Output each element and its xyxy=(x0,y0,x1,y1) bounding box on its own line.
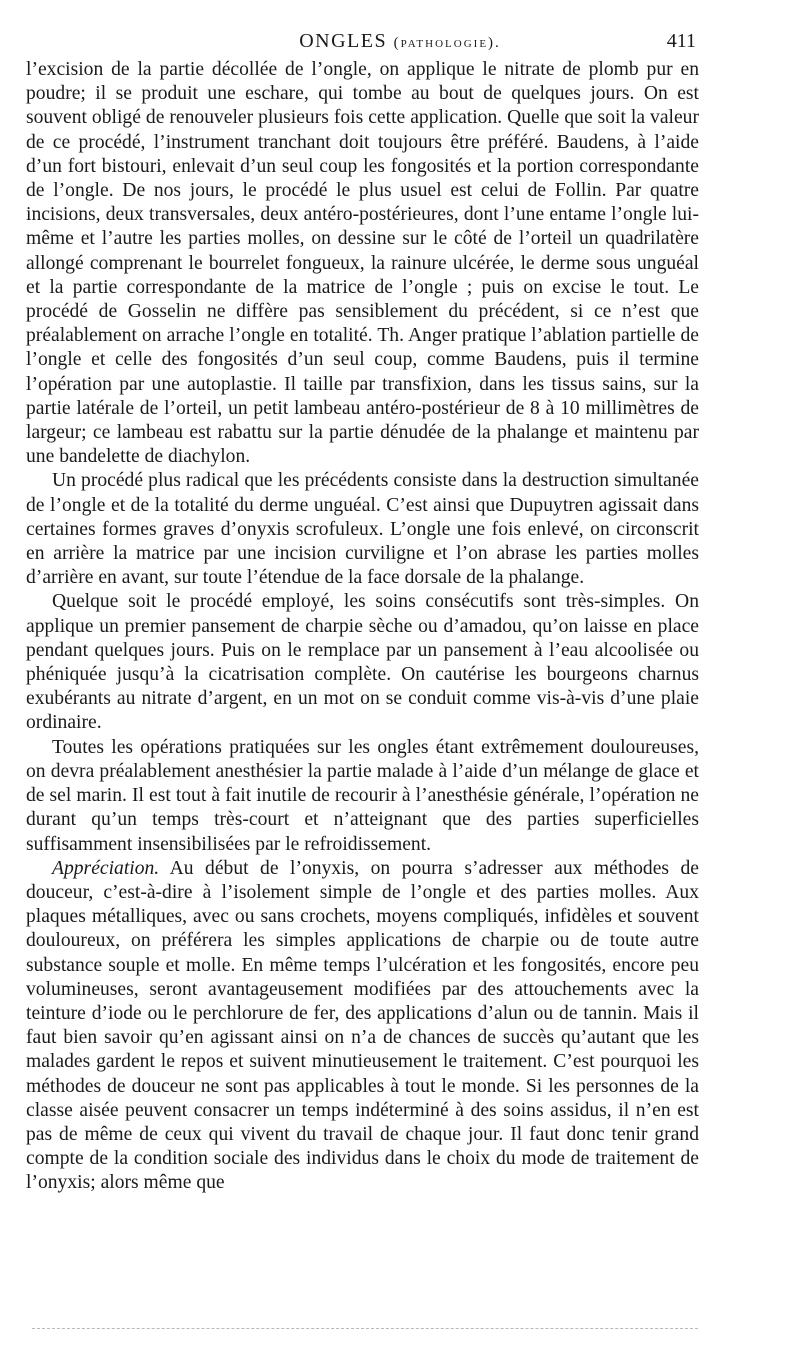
paragraph-4 xyxy=(26,736,699,857)
paragraph-1 xyxy=(26,58,699,469)
paragraph-5-text: Au début de l’onyxis, on pourra s’adresser aux méthodes de douceur, c’est-à-dire à l’isolement simple de l’ongle et des parties molles. Aux plaques métalliques, avec ou sans crochets, moyens compliqués, infidèles et souvent douloureux, on préférera les simples applications de charpie ou de toute autre substance souple et molle. En même temps l’ulcération et les fongosités, encore peu volumineuses, seront avantageusement modifiées par des attouchements avec la teinture d’iode ou le perchlorure de fer, des applications d’alun ou de tannin. Mais il faut bien savoir qu’en agissant ainsi on n’a de chances de succès qu’autant que les malades gardent le repos et suivent minutieusement le traitement. C’est pourquoi les méthodes de douceur ne sont pas applicables à tout le monde. Si les personnes de la classe aisée peuvent consacrer un temps indéterminé à des soins assidus, il n’en est pas de même de ceux qui vivent du travail de chaque jour. Il faut donc tenir grand compte de la condition sociale des individus dans le choix du mode de traitement de l’onyxis; alors même que xyxy=(26,857,699,1194)
running-head xyxy=(0,10,800,50)
paragraph-4-text: Toutes les opérations pratiquées sur les ongles étant extrêmement douloureuses, on devra préalablement anesthésier la partie malade à l’aide d’un mélange de glace et de sel marin. Il est tout à fait inutile de recourir à l’anesthésie générale, l’opération ne durant qu’un temps très-court et n’atteignant que des parties superficielles suffisamment insensibilisées par le refroidissement. xyxy=(26,736,699,855)
page-number: 411 xyxy=(666,30,696,52)
paragraph-1-text: l’excision de la partie décollée de l’ongle, on applique le nitrate de plomb pur en poudre; il se produit une eschare, qui tombe au bout de quelques jours. On est souvent obligé de renouveler plusieurs fois cette application. Quelle que soit la valeur de ce procédé, l’instrument tranchant doit toujours être préféré. Baudens, à l’aide d’un fort bistouri, enlevait d’un seul coup les fongosités et la portion correspondante de l’ongle. De nos jours, le procédé le plus usuel est celui de Follin. Par quatre incisions, deux transversales, deux antéro-postérieures, dont l’une entame l’ongle lui-même et l’autre les parties molles, on dessine sur le côté de l’orteil un quadrilatère allongé comprenant le bourrelet fongueux, la rainure ulcérée, le derme sous unguéal et la partie correspondante de la matrice de l’ongle ; puis on excise le tout. Le procédé de Gosselin ne diffère pas sensiblement du précédent, si ce n’est que préalablement on arrache l’ongle en totalité. Th. Anger pratique l’ablation partielle de l’ongle et celle des fongosités d’un seul coup, comme Baudens, puis il termine l’opération par une autoplastie. Il taille par transfixion, dans les tissus sains, sur la partie latérale de l’orteil, un petit lambeau antéro-postérieur de 8 à 10 millimètres de largeur; ce lambeau est rabattu sur la partie dénudée de la phalange et maintenu par une bandelette de diachylon. xyxy=(26,59,699,468)
running-title-main: ONGLES xyxy=(299,30,388,52)
paragraph-3-text: Quelque soit le procédé employé, les soins consécutifs sont très-simples. On applique un premier pansement de charpie sèche ou d’amadou, qu’on laisse en place pendant quelques jours. Puis on le remplace par un pansement à l’eau alcoolisée ou phéniquée jusqu’à la cicatrisation complète. On cautérise les bourgeons charnus exubérants au nitrate d’argent, en un mot on se conduit comme vis-à-vis d’une plaie ordinaire. xyxy=(26,591,699,734)
body-text xyxy=(26,58,699,1196)
paragraph-5 xyxy=(26,857,699,1196)
paragraph-5-lead: Appréciation. xyxy=(52,857,160,879)
footer-rule xyxy=(32,1328,698,1329)
running-title-subtitle: (pathologie). xyxy=(393,35,501,51)
paragraph-3 xyxy=(26,590,699,735)
paragraph-2 xyxy=(26,469,699,590)
paragraph-2-text: Un procédé plus radical que les précédents consiste dans la destruction simultanée de l’ongle et de la totalité du derme unguéal. C’est ainsi que Dupuytren agissait dans certaines formes graves d’onyxis scrofuleux. L’ongle une fois enlevé, on circonscrit en arrière la matrice par une incision curviligne et l’on abrase les parties molles d’arrière en avant, sur toute l’étendue de la face dorsale de la phalange. xyxy=(26,470,699,589)
